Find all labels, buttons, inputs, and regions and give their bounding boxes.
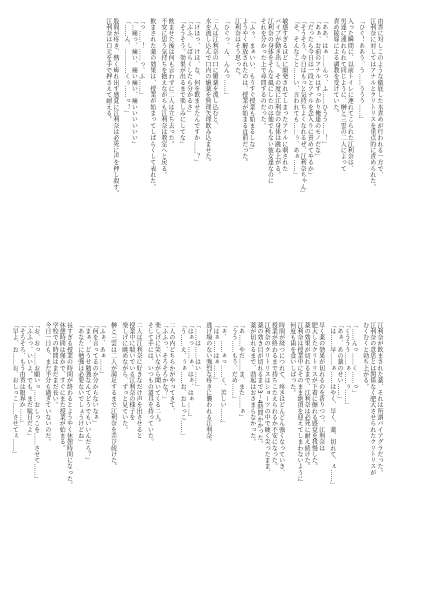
paragraph-gap — [117, 322, 121, 584]
text-column: 江利奈の身体をそんな風にしたのは他でもない彼女達なのに — [266, 18, 274, 185]
text-column: 江利奈のクリトリスはショーツの中で硬く尖ったまま、 — [263, 322, 271, 476]
text-column: 飲まされた薬の効果は、授業が始まってしばらくして表れた。 — [148, 18, 156, 191]
text-column: 「ふふっ、いいよ。でも、まだ駄目だよ」 — [25, 322, 33, 439]
text-column: 「ふぅ、まぁいい、もうすぐ授業も始まるしな」 — [247, 18, 255, 154]
text-column: 「あぁ、あの薬のせい……」 — [335, 322, 343, 402]
text-column: 「だったら今日は一段とアナルを念入りに責めてやるか」 — [306, 18, 314, 178]
text-column: 休憩時間は僅かで、すぐにまた授業が始まる。 — [58, 322, 66, 452]
text-column: 「あなたに勉強は必要ないでしょうけどね」 — [76, 322, 84, 445]
text-column: 「は……早……ぁ……はやく、早く、薬、切れて、ぇ……」 — [328, 322, 336, 489]
text-column: 江利奈に対してはアナルとクリトリスを重点的に責められた。 — [368, 18, 376, 191]
paragraph-gap — [365, 18, 369, 286]
text-column: 今日一日も、まだ半分も過ぎていないのだ。 — [43, 322, 51, 445]
text-column: 薬の効き目が切れるまで3〜4時間かかった。 — [255, 322, 263, 447]
top-text-block — [43, 18, 383, 286]
text-column: 肥大したクリトリスが下着に擦れる感覚を我慢した。 — [310, 322, 318, 470]
text-column: 授業が終わるまで持ちこたえられるか不安になった。 — [270, 322, 278, 470]
text-column: 楽しげに笑いながら聞いてくる二人。 — [153, 322, 161, 427]
text-column: 「あぁ、お前のアナルはすっかり俺達のモノだな」 — [313, 18, 321, 160]
text-column: 「ふふっ、そろそろかな？」 — [160, 322, 168, 402]
text-column: 「うう……もう、だめ……」 — [230, 322, 238, 402]
text-column: 敏感すぎるほどに開発されてしまったアナルに刺された — [280, 18, 288, 172]
text-column: 「あ……やだ……ま、また……ぁ」 — [237, 322, 245, 421]
text-column: むくむくと勃ち上がる。 — [361, 322, 369, 390]
paragraph-gap — [285, 322, 289, 584]
paragraph-gap — [201, 322, 205, 584]
text-column: それを分かった上で尋問するのだった。 — [259, 18, 267, 129]
text-column: 「ふふ、しばらくしたら分かるさ」 — [185, 18, 193, 117]
text-column: 「そうそう、今日はもっと気持ちよくなれるぜ、江利奈ちゃん」 — [299, 18, 307, 197]
text-column: 股間が疼き、熱く痺れ出す感覚に江利奈は必死に声を押し殺す。 — [111, 18, 119, 197]
paragraph-gap — [245, 322, 249, 584]
text-column: 「何を言ってるのか分からないなぁ」 — [91, 322, 99, 427]
text-column: 薬の効果が切れるまで、江利奈は必死に耐え続けた。 — [303, 322, 311, 470]
text-column: 「そ、そんなこと……い、言われても……ぅ、あぁ……」 — [291, 18, 299, 178]
text-column: 二人は江利奈に好きなだけ声を出させると — [135, 322, 143, 439]
text-column: 「っ……！……っ、ふ……」 — [137, 18, 145, 98]
text-column: バイブが動き出し、その度に江利奈の身体は跳ね上がる。 — [273, 18, 281, 178]
text-column: 薬が切れるまで、勃起はおさまらなかった。 — [248, 322, 256, 445]
text-column: 「ああ、はぁ……んっ、ふ……ひうう……！」 — [320, 18, 328, 148]
text-column: 「そろそろ、もう由香は限界か……」 — [18, 322, 26, 427]
text-column: 学校での時間はまだまだ長い。 — [51, 322, 59, 409]
text-column: 授業中に喘いでいる江利奈の様子を — [127, 322, 135, 421]
text-column: ようやく解放されたのは、授業が始まる直前だった。 — [240, 18, 248, 166]
text-column: 江利奈が飲まされた薬、それは所謂バイアグラだった。 — [376, 322, 383, 476]
text-column: 「くううう……ぁ……ぅ……」 — [343, 322, 351, 409]
text-column: 飲ませた後は何も言わずに二人は立ち去った。 — [167, 18, 175, 148]
text-column: 楽しげに眺めながら、ずっと見ていた。 — [120, 322, 128, 433]
text-column: 男達に連れられて同じように、榊と三雲の二人によって — [339, 18, 347, 172]
text-column: 入った瞬間に、以前トイレに連れてこられた江利奈は、 — [346, 18, 354, 172]
text-column: 江利奈はそう思った。 — [233, 18, 241, 80]
text-column: 不安に思う気持ちを抱えながらも江利奈は教室へと戻る。 — [159, 18, 167, 178]
text-column: 「ひぐっ、ん、んんっ……」 — [222, 18, 230, 98]
text-column: 二人の内どちらかがやってきて、 — [167, 322, 175, 415]
text-column: 二人は江利奈の口に媚薬を流し込むと、 — [211, 18, 219, 129]
text-column: 由香に対しこのような徹底した水責めが行われる一方で、 — [376, 18, 383, 178]
text-column: 「……んっ……く……っ」 — [350, 322, 358, 396]
text-column: 「ひぐ！ああう、う……ううう……」 — [357, 18, 365, 123]
text-column: 何度も歯を食いしばった。 — [288, 322, 296, 396]
text-column: 江利奈の意思とは関係なく肥大させられたクリトリスが — [368, 322, 376, 476]
text-column: 「…痛っ、痛い、痛い痛い、痛いいいいいい」 — [130, 18, 138, 148]
text-column: 「けほっ、けほ、な、何を飲ませたんですか……？」 — [192, 18, 200, 166]
text-column: 江利奈は口元を手で押さえて耐える。 — [104, 18, 112, 123]
text-column: 江利奈は授業中にそのまま絶頂を迎えてしまわないように — [295, 322, 303, 482]
text-column: 長すぎる授業の時間が終わるとようやく休憩時間になった。 — [65, 322, 73, 489]
text-column: 水を流し込んで口内の媚薬を無理矢理飲み込ませた。 — [203, 18, 211, 166]
text-column: 「……ん、…………くぅ……っ！」 — [123, 18, 131, 117]
text-column: 「……は……はい……」 — [193, 322, 201, 390]
text-column: 「まぁ、どうせ勉強なんてどうでもいいんだろ？」 — [83, 322, 91, 464]
text-column: 「う……え、ぅぁ……お、おしっこ……」 — [179, 322, 187, 439]
text-column: 早く薬の効果が切れるのを祈りつつ、江利奈は — [317, 322, 325, 452]
text-column: 「そうそう。効果が出るまで楽しみにしてな」 — [178, 18, 186, 148]
text-column: 「早よ、お……お、おしっこ……させてぇ……」 — [11, 322, 19, 458]
text-column: 「ぁ、……ぁっ……く、苦しい……」 — [219, 322, 227, 427]
paragraph-gap — [325, 322, 329, 584]
text-column: 「ふぁ、あぁ……」 — [98, 322, 106, 378]
text-column: 逃げ場のない強烈な疼きに襲われる江利奈。 — [204, 322, 212, 445]
text-column: 「はぁっ……ぁ、はぁ、はぁ……」 — [186, 322, 194, 421]
text-column: 時間が経つにつれて、疼きはどんどん強くなっていき、 — [277, 322, 285, 476]
text-column: 責め陵辱による調教を受けていた。 — [331, 18, 339, 117]
text-column: 榊と三雲は二人が満足するまで江利奈を弄び続けた。 — [109, 322, 117, 470]
paragraph-gap — [145, 18, 149, 286]
bottom-text-block — [11, 322, 383, 584]
text-column: そして手には、いつもの道具を持っていた。 — [146, 322, 154, 445]
text-column: 「はぁ……はぁ……」 — [211, 322, 219, 384]
text-column: 「お、おっ……お願いっ……おしっこを……させて……」 — [32, 322, 40, 482]
